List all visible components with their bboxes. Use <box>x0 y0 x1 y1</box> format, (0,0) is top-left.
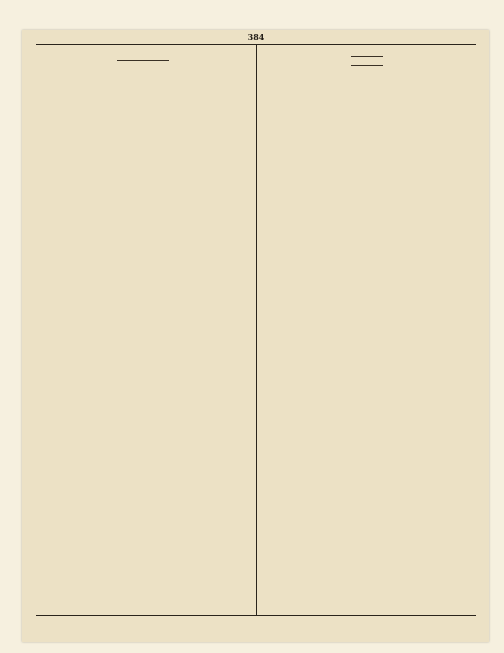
page-number: 384 <box>247 32 265 42</box>
puzzle-divider <box>351 65 383 66</box>
number-puzzle <box>292 70 442 72</box>
paper-sheet <box>22 30 489 642</box>
section-divider <box>117 60 169 61</box>
book-divider <box>351 56 383 57</box>
left-column <box>38 50 248 70</box>
bottom-rule <box>36 615 476 616</box>
column-rule <box>256 44 257 615</box>
right-column <box>262 50 472 77</box>
